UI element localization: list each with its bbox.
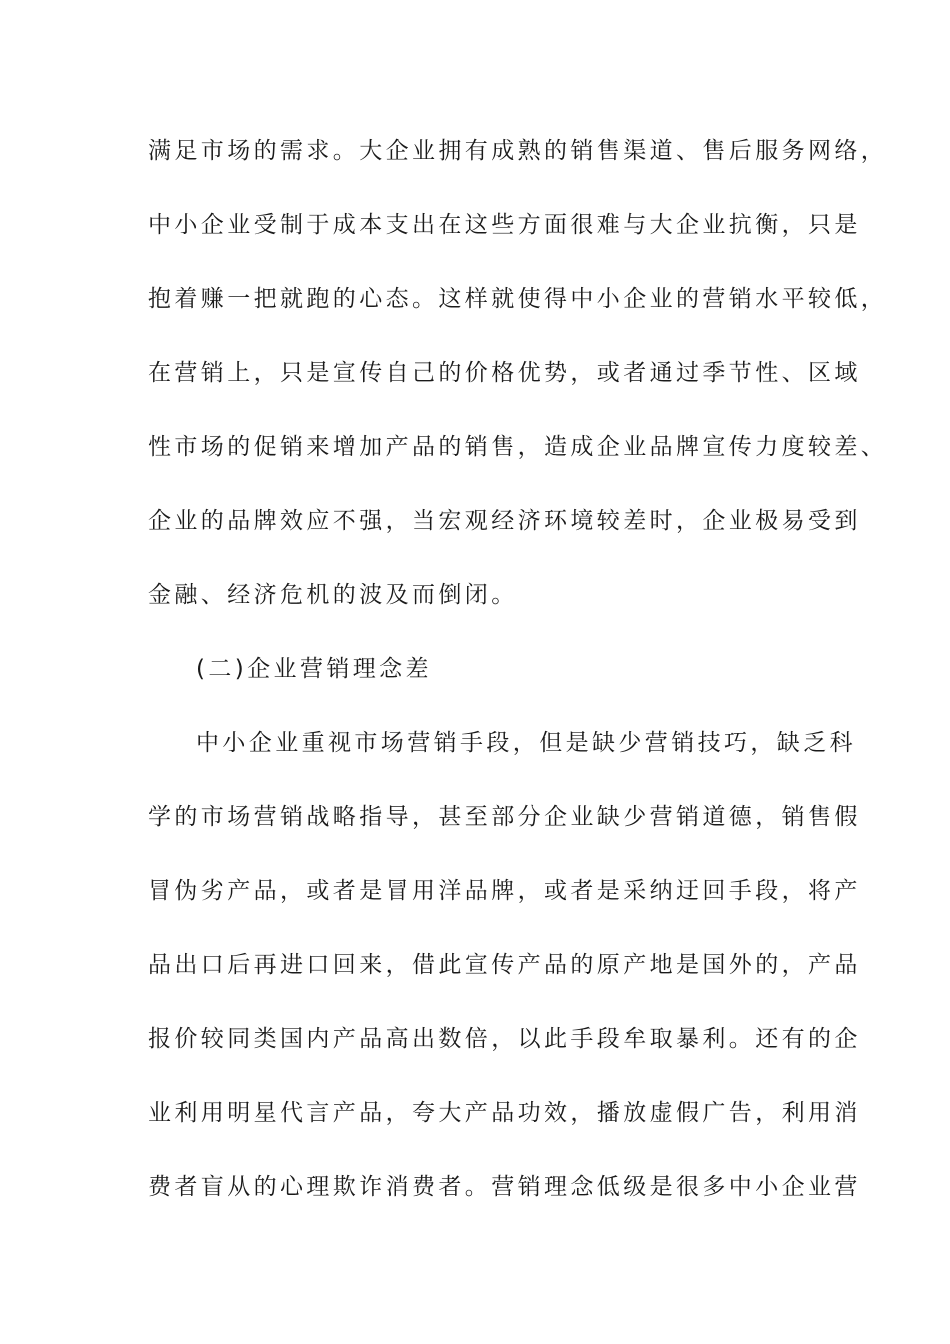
paragraph-line: 中小企业受制于成本支出在这些方面很难与大企业抗衡，只是	[148, 212, 861, 238]
paragraph-line: 企业的品牌效应不强，当宏观经济环境较差时，企业极易受到	[148, 508, 861, 534]
paragraph-line: 业利用明星代言产品，夸大产品功效，播放虚假广告，利用消	[148, 1100, 861, 1126]
paragraph-line: 报价较同类国内产品高出数倍，以此手段牟取暴利。还有的企	[148, 1026, 861, 1052]
section-heading: (二)企业营销理念差	[196, 656, 432, 682]
paragraph-line: 费者盲从的心理欺诈消费者。营销理念低级是很多中小企业营	[148, 1174, 861, 1200]
paragraph-line: 在营销上，只是宣传自己的价格优势，或者通过季节性、区域	[148, 360, 861, 386]
paragraph-line: 品出口后再进口回来，借此宣传产品的原产地是国外的，产品	[148, 952, 861, 978]
paragraph-line: 冒伪劣产品，或者是冒用洋品牌，或者是采纳迂回手段，将产	[148, 878, 861, 904]
paragraph-line: 抱着赚一把就跑的心态。这样就使得中小企业的营销水平较低，	[148, 286, 888, 312]
paragraph-line: 金融、经济危机的波及而倒闭。	[148, 582, 518, 608]
paragraph-line: 性市场的促销来增加产品的销售，造成企业品牌宣传力度较差、	[148, 434, 888, 460]
paragraph-line: 满足市场的需求。大企业拥有成熟的销售渠道、售后服务网络，	[148, 138, 888, 164]
paragraph-line: 中小企业重视市场营销手段，但是缺少营销技巧，缺乏科	[196, 730, 856, 756]
paragraph-line: 学的市场营销战略指导，甚至部分企业缺少营销道德，销售假	[148, 804, 861, 830]
